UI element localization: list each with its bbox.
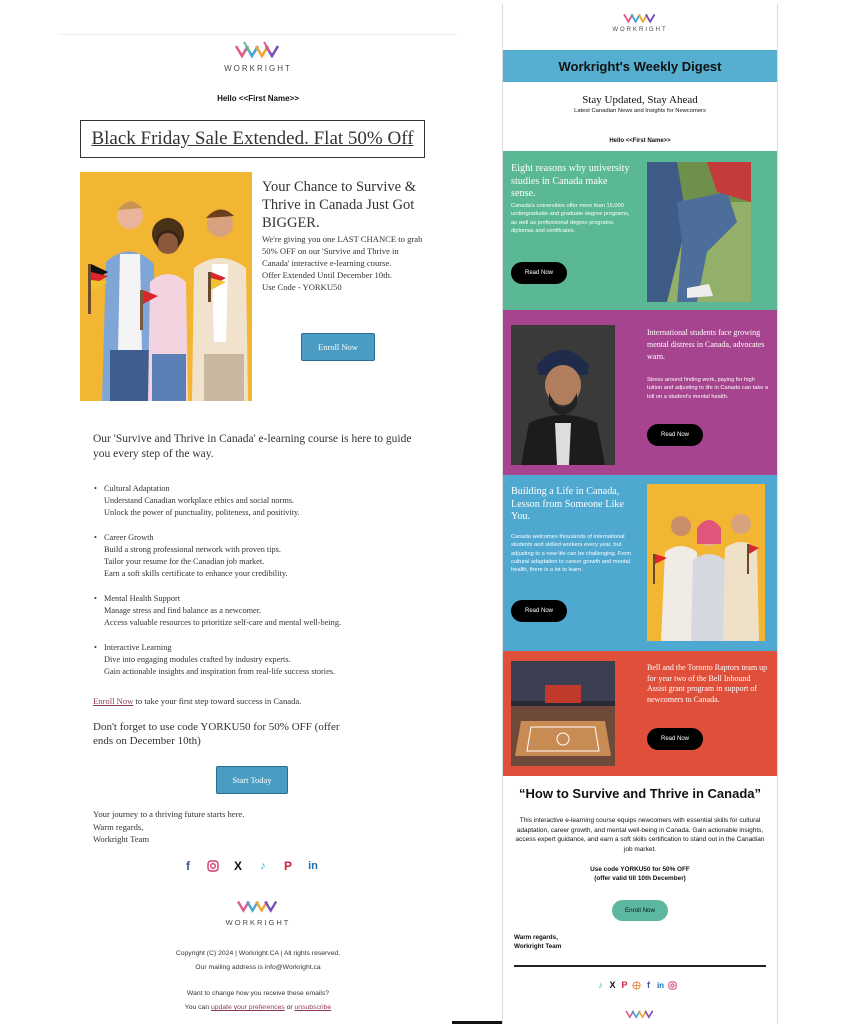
hero-body-line: Use Code - YORKU50 [262,282,342,292]
logo-mark-icon [622,10,658,26]
brand-logo[interactable] [224,40,292,73]
card-title[interactable]: International students face growing mental distress in Canada, advocates warn. [647,328,765,361]
facebook-icon[interactable]: f [186,859,190,873]
social-links [182,860,319,872]
enroll-now-button[interactable]: Enroll Now [301,333,375,361]
closing-line: Your journey to a thriving future starts here. [93,809,245,819]
benefits-list [104,483,434,691]
brand-logo[interactable] [610,10,670,33]
social-links [596,981,677,990]
hero-body-line: Offer Extended Until December 10th. [262,270,392,280]
list-item-title: • Interactive Learning [104,643,172,652]
news-card [503,651,777,776]
unsubscribe-link[interactable]: unsubscribe [294,1004,332,1011]
list-item [104,532,434,580]
list-item-line: Gain actionable insights and inspiration from real-life success stories. [104,667,336,676]
top-divider [58,34,458,35]
news-card [503,310,777,475]
greeting: Hello <<First Name>> [217,94,299,103]
intro-text: Our 'Survive and Thrive in Canada' e-learning course is here to guide you every step of the way. [93,433,412,460]
logo-mark-icon [623,1007,657,1021]
stay-title: Stay Updated, Stay Ahead [582,94,698,106]
list-item-line: Manage stress and find balance as a newcomer. [104,606,262,615]
you-can-text: You can [184,1004,212,1011]
x-icon[interactable]: X [233,859,242,873]
footer-logo[interactable] [620,1007,660,1021]
card-text: Canada's universities offer more than 15,000 undergraduate and graduate degree programs, as well as professional degree programs, diplomas and certificates. [511,203,630,234]
tiktok-icon[interactable]: ♪ [598,980,603,990]
update-preferences-link[interactable]: update your preferences [211,1004,285,1011]
brand-wordmark: WORKRIGHT [612,27,668,33]
enroll-now-button[interactable]: Enroll Now [612,900,668,921]
mailing-address: Our mailing address is info@Workright.ca [195,964,321,971]
signoff [514,933,561,951]
globe-icon[interactable] [632,981,641,990]
signoff-team: Workright Team [514,943,562,950]
start-today-button[interactable]: Start Today [216,766,288,794]
instagram-icon[interactable] [668,981,677,990]
list-item [104,642,434,678]
hero-body [262,233,427,293]
read-now-button[interactable]: Read Now [511,600,567,622]
logo-mark-icon [236,896,280,916]
instagram-icon[interactable] [207,860,219,872]
logo-mark-icon [234,40,282,62]
news-card [503,475,777,651]
footer-wordmark: WORKRIGHT [225,918,291,927]
card-title[interactable]: Building a Life in Canada, Lesson from Someone Like You. [511,486,624,522]
digest-title: Workright's Weekly Digest [558,58,722,74]
digest-header [503,50,777,82]
tiktok-icon[interactable]: ♪ [260,860,266,872]
card-text: Stress around finding work, paying for high tuition and adjusting to life in Canada can take a toll on a student's mental health. [647,377,769,400]
closing [93,808,244,846]
card-title[interactable]: Bell and the Toronto Raptors team up for year two of the Bell Inbound Assist grant program in support of newcomers to Canada. [647,663,768,704]
divider [514,965,766,967]
closing-line: Warm regards, [93,821,144,832]
list-item-title: • Cultural Adaptation [104,484,170,493]
hero-photo [80,172,252,401]
x-icon[interactable]: X [609,980,616,990]
promo-code-line: Use code YORKU50 for 50% OFF [590,866,690,873]
enroll-sentence [93,696,301,706]
list-item-line: Tailor your resume for the Canadian job market. [104,557,265,566]
card-photo [511,325,615,465]
pinterest-icon[interactable]: P [621,980,628,990]
headline-banner[interactable] [80,120,425,158]
list-item-line: Dive into engaging modules crafted by industry experts. [104,655,291,664]
list-item-title: • Career Growth [104,533,154,542]
promo-code [503,865,777,883]
pinterest-icon[interactable]: P [283,859,292,873]
linkedin-icon[interactable]: in [656,981,665,990]
copyright: Copyright (C) 2024 | Workright.CA | All rights reserved. [175,950,341,957]
list-item [104,483,434,519]
promo-validity: (offer valid till 10th December) [594,875,686,882]
course-title: “How to Survive and Thrive in Canada” [519,786,761,801]
course-description: This interactive e-learning course equips newcomers with essential skills for cultural adaptation, career growth, and mental well-being in Canada. Gain actionable insights, access expert guidance, and earn a soft skills certification to stand out in the Canadian job market. [515,817,765,853]
footer-logo[interactable] [225,896,291,927]
enroll-sentence-text: to take your first step toward success in Canada. [133,696,302,706]
list-item-line: Understand Canadian workplace ethics and social norms. [104,496,295,505]
list-item-line: Unlock the power of punctuality, politeness, and positivity. [104,508,300,517]
greeting: Hello <<First Name>> [609,138,671,144]
preferences-line [58,1004,458,1011]
hero-title: Your Chance to Survive & Thrive in Canada Just Got BIGGER. [262,179,416,231]
card-photo [511,661,615,766]
read-now-button[interactable]: Read Now [511,262,567,284]
list-item-title: • Mental Health Support [104,594,181,603]
closing-line: Workright Team [93,834,150,844]
headline: Black Friday Sale Extended. Flat 50% Off [91,128,414,149]
card-text: Canada welcomes thousands of international students and skilled workers every year, but adjusting to a new life can be challenging. From cultural adaptation to career growth and mental health, there is a lot to learn. [511,534,632,574]
news-card [503,151,777,310]
read-now-button[interactable]: Read Now [647,728,703,750]
change-question: Want to change how you receive these emails? [186,990,330,997]
hero-body-line: We're giving you one LAST CHANCE to grab 50% OFF on our 'Survive and Thrive in Canada' interactive e-learning course. [262,234,423,268]
card-title[interactable]: Eight reasons why university studies in Canada make sense. [511,163,630,199]
read-now-button[interactable]: Read Now [647,424,703,446]
reminder-text: Don't forget to use code YORKU50 for 50% OFF (offer ends on December 10th) [93,721,340,747]
signoff-line: Warm regards, [514,934,558,941]
or-text: or [284,1004,295,1011]
card-photo [647,484,765,641]
stay-subtitle: Latest Canadian News and Insights for Newcomers [574,108,706,114]
card-photo [647,162,751,302]
list-item-line: Build a strong professional network with proven tips. [104,545,281,554]
enroll-now-link[interactable]: Enroll Now [93,696,134,706]
right-email [502,4,778,1024]
list-item-line: Earn a soft skills certificate to enhance your credibility. [104,569,288,578]
left-email [58,28,458,1024]
facebook-icon[interactable]: f [647,980,650,990]
list-item-line: Access valuable resources to prioritize self-care and mental well-being. [104,618,342,627]
linkedin-icon[interactable]: in [308,860,318,872]
brand-wordmark: WORKRIGHT [224,64,292,73]
list-item [104,593,434,629]
